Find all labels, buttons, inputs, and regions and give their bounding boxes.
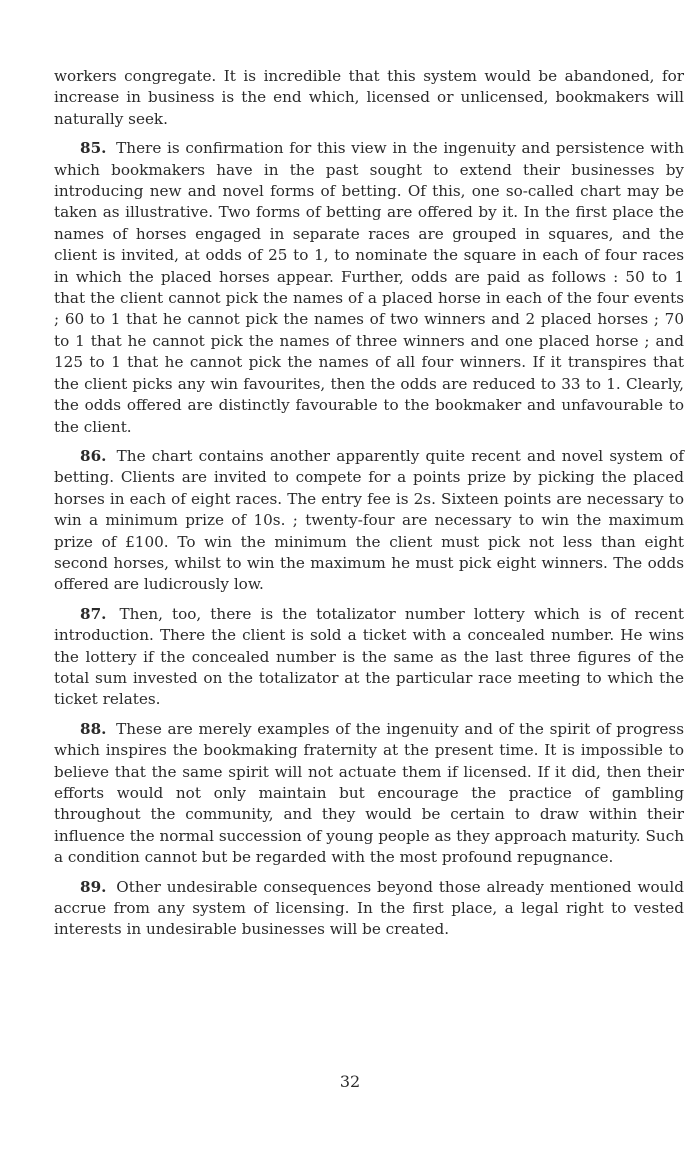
paragraph-number: 87. bbox=[80, 604, 107, 623]
paragraph-number: 85. bbox=[80, 139, 107, 158]
paragraph-88 bbox=[54, 719, 684, 869]
paragraph-number: 88. bbox=[80, 719, 107, 738]
paragraph-85 bbox=[54, 138, 684, 438]
paragraph-text: The chart contains another apparently quite recent and novel system of betting. Clients are invited to compete for a points prize by picking the placed horses in each of eight races. The entry fee is 2s. Sixteen points are necessary to win a minimum prize of 10s. ; twenty-four are necessary to win the maximum prize of £100. To win the minimum the client must pick not less than eight second horses, whilst to win the maximum he must pick eight winners. The odds offered are ludicrously low. bbox=[54, 446, 684, 594]
paragraph-text: Other undesirable consequences beyond those already mentioned would accrue from any system of licensing. In the first place, a legal right to vested interests in undesirable businesses will be created. bbox=[54, 877, 684, 939]
paragraph-86 bbox=[54, 446, 684, 596]
page-body bbox=[54, 66, 684, 949]
paragraph-number: 86. bbox=[80, 446, 107, 465]
paragraph-text: Then, too, there is the totalizator number lottery which is of recent introduction. There the client is sold a ticket with a concealed number. He wins the lottery if the concealed number is the same as the last three figures of the total sum invested on the totalizator at the particular race meeting to which the ticket relates. bbox=[54, 604, 684, 709]
paragraph-text: workers congregate. It is incredible that this system would be abandoned, for increase in business is the end which, licensed or unlicensed, bookmakers will naturally seek. bbox=[54, 67, 684, 128]
page-number: 32 bbox=[339, 1072, 361, 1091]
paragraph-number: 89. bbox=[80, 877, 107, 896]
paragraph-text: There is confirmation for this view in the ingenuity and persistence with which bookmakers have in the past sought to extend their businesses by introducing new and novel forms of betting. Of this, one so-called chart may be taken as illustrative. Two forms of betting are offered by it. In the first place the names of horses engaged in separate races are grouped in squares, and the client is invited, at odds of 25 to 1, to nominate the square in each of four races in which the placed horses appear. Further, odds are paid as follows : 50 to 1 that the client cannot pick the names of a placed horse in each of the four events ; 60 to 1 that he cannot pick the names of two winners and 2 placed horses ; 70 to 1 that he cannot pick the names of three winners and one placed horse ; and 125 to 1 that he cannot pick the names of all four winners. If it transpires that the client picks any win favourites, then the odds are reduced to 33 to 1. Clearly, the odds offered are distinctly favourable to the bookmaker and unfavourable to the client. bbox=[54, 139, 684, 436]
paragraph-89 bbox=[54, 877, 684, 941]
paragraph-text: These are merely examples of the ingenuity and of the spirit of progress which inspires the bookmaking fraternity at the present time. It is impossible to believe that the same spirit will not actuate them if licensed. If it did, then their efforts would not only maintain but encourage the practice of gambling throughout the community, and they would be certain to draw within their influence the normal succession of young people as they approach maturity. Such a condition cannot but be regarded with the most profound repugnance. bbox=[54, 719, 684, 867]
paragraph-continued bbox=[54, 66, 684, 130]
paragraph-87 bbox=[54, 604, 684, 711]
